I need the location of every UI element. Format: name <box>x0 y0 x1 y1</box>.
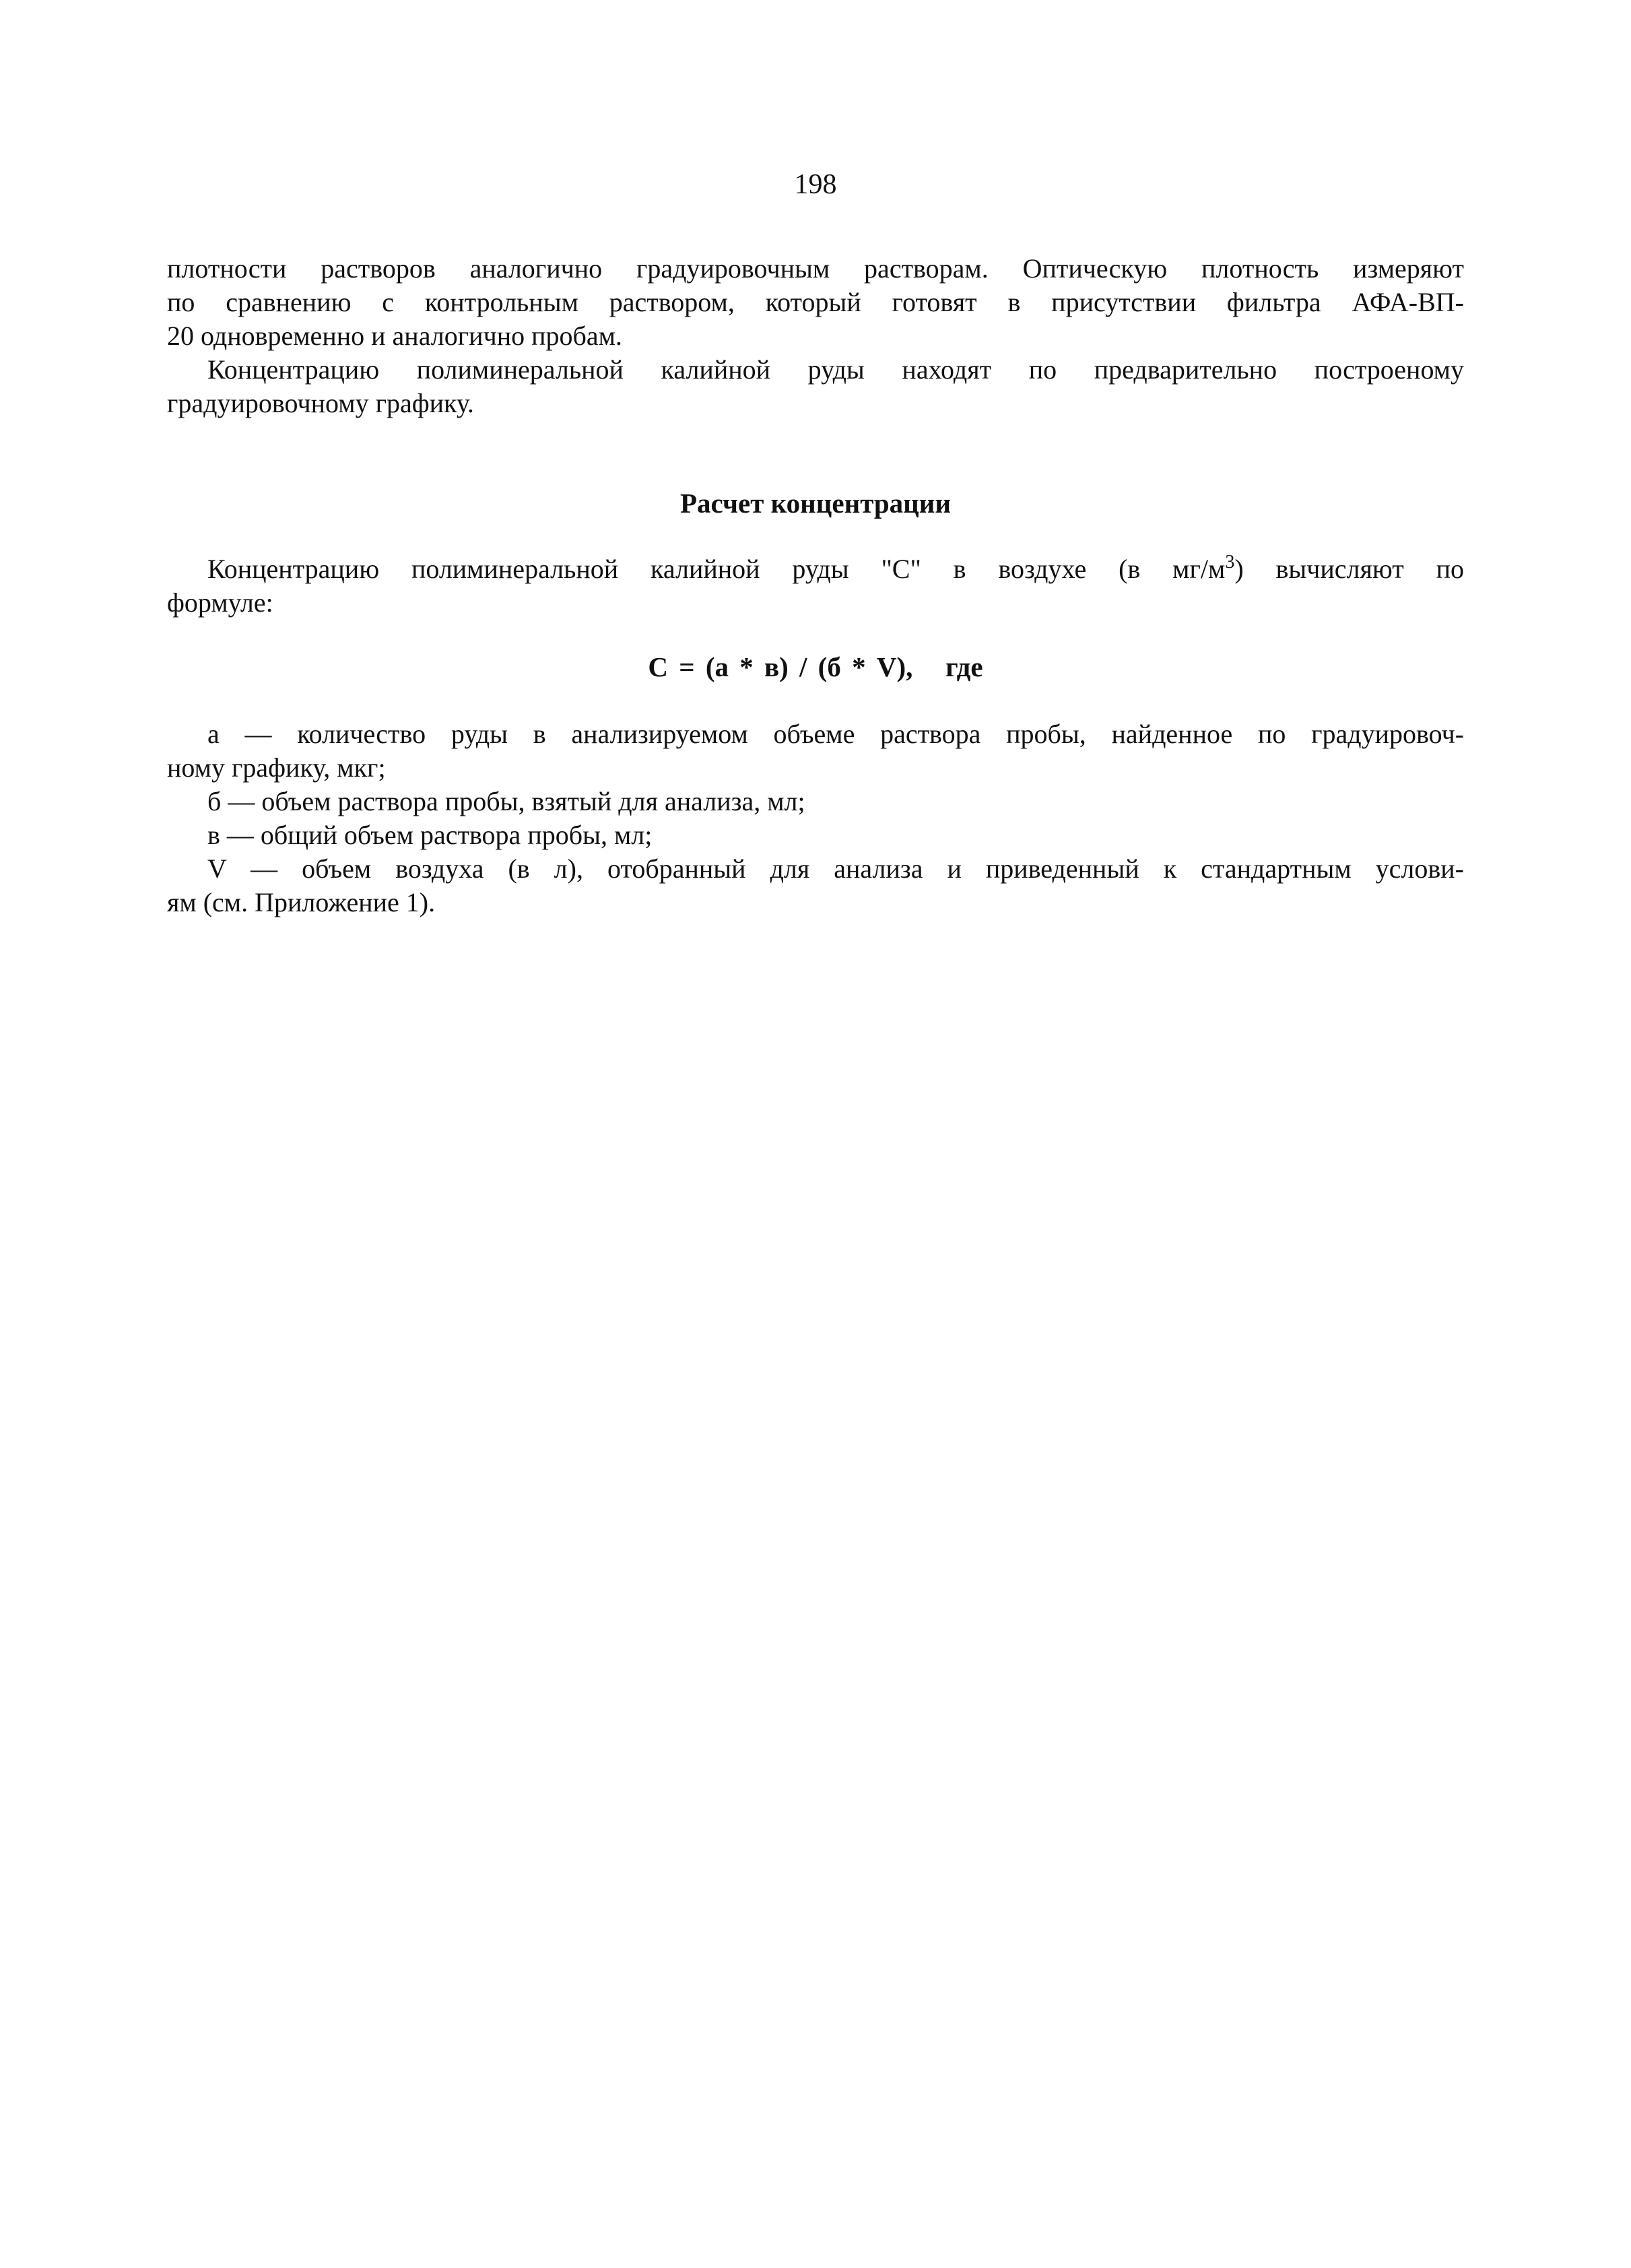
paragraph-line: плотности растворов аналогично градуировочным растворам. Оптическую плотность измеряют <box>167 253 1464 284</box>
definition-line: а — количество руды в анализируемом объеме раствора пробы, найденное по градуировоч- <box>207 719 1464 749</box>
formula <box>0 650 1631 684</box>
formula-intro-paragraph <box>167 552 1464 620</box>
definition-line: V — объем воздуха (в л), отобранный для анализа и приведенный к стандартным услови- <box>207 853 1464 884</box>
intro-text-end: ) вычисляют по <box>1234 554 1464 584</box>
definition-line: ям (см. Приложение 1). <box>167 887 436 917</box>
paragraph-line <box>167 552 1464 586</box>
definition-line: в — общий объем раствора пробы, мл; <box>207 820 653 850</box>
paragraph-line: по сравнению с контрольным раствором, который готовят в присутствии фильтра АФА-ВП- <box>167 287 1464 317</box>
formula-expression: С = (а * в) / (б * V), <box>648 651 913 682</box>
body-text-top <box>167 252 1464 420</box>
intro-text: Концентрацию полиминеральной калийной руды "С" в воздухе (в мг/м <box>207 554 1226 584</box>
section-heading: Расчет концентрации <box>679 488 952 519</box>
paragraph-line: формуле: <box>167 587 273 618</box>
paragraph-line: градуировочному графику. <box>167 388 474 418</box>
paragraph-line: 20 одновременно и аналогично пробам. <box>167 321 622 351</box>
definition-line: б — объем раствора пробы, взятый для анализа, мл; <box>207 786 805 816</box>
definition-line: ному графику, мкг; <box>167 752 386 783</box>
formula-suffix: где <box>945 651 983 682</box>
variable-definitions <box>167 717 1464 919</box>
page-number: 198 <box>794 169 837 200</box>
paragraph-line: Концентрацию полиминеральной калийной руды находят по предварительно построеному <box>207 354 1464 385</box>
superscript-exponent: 3 <box>1225 552 1235 573</box>
